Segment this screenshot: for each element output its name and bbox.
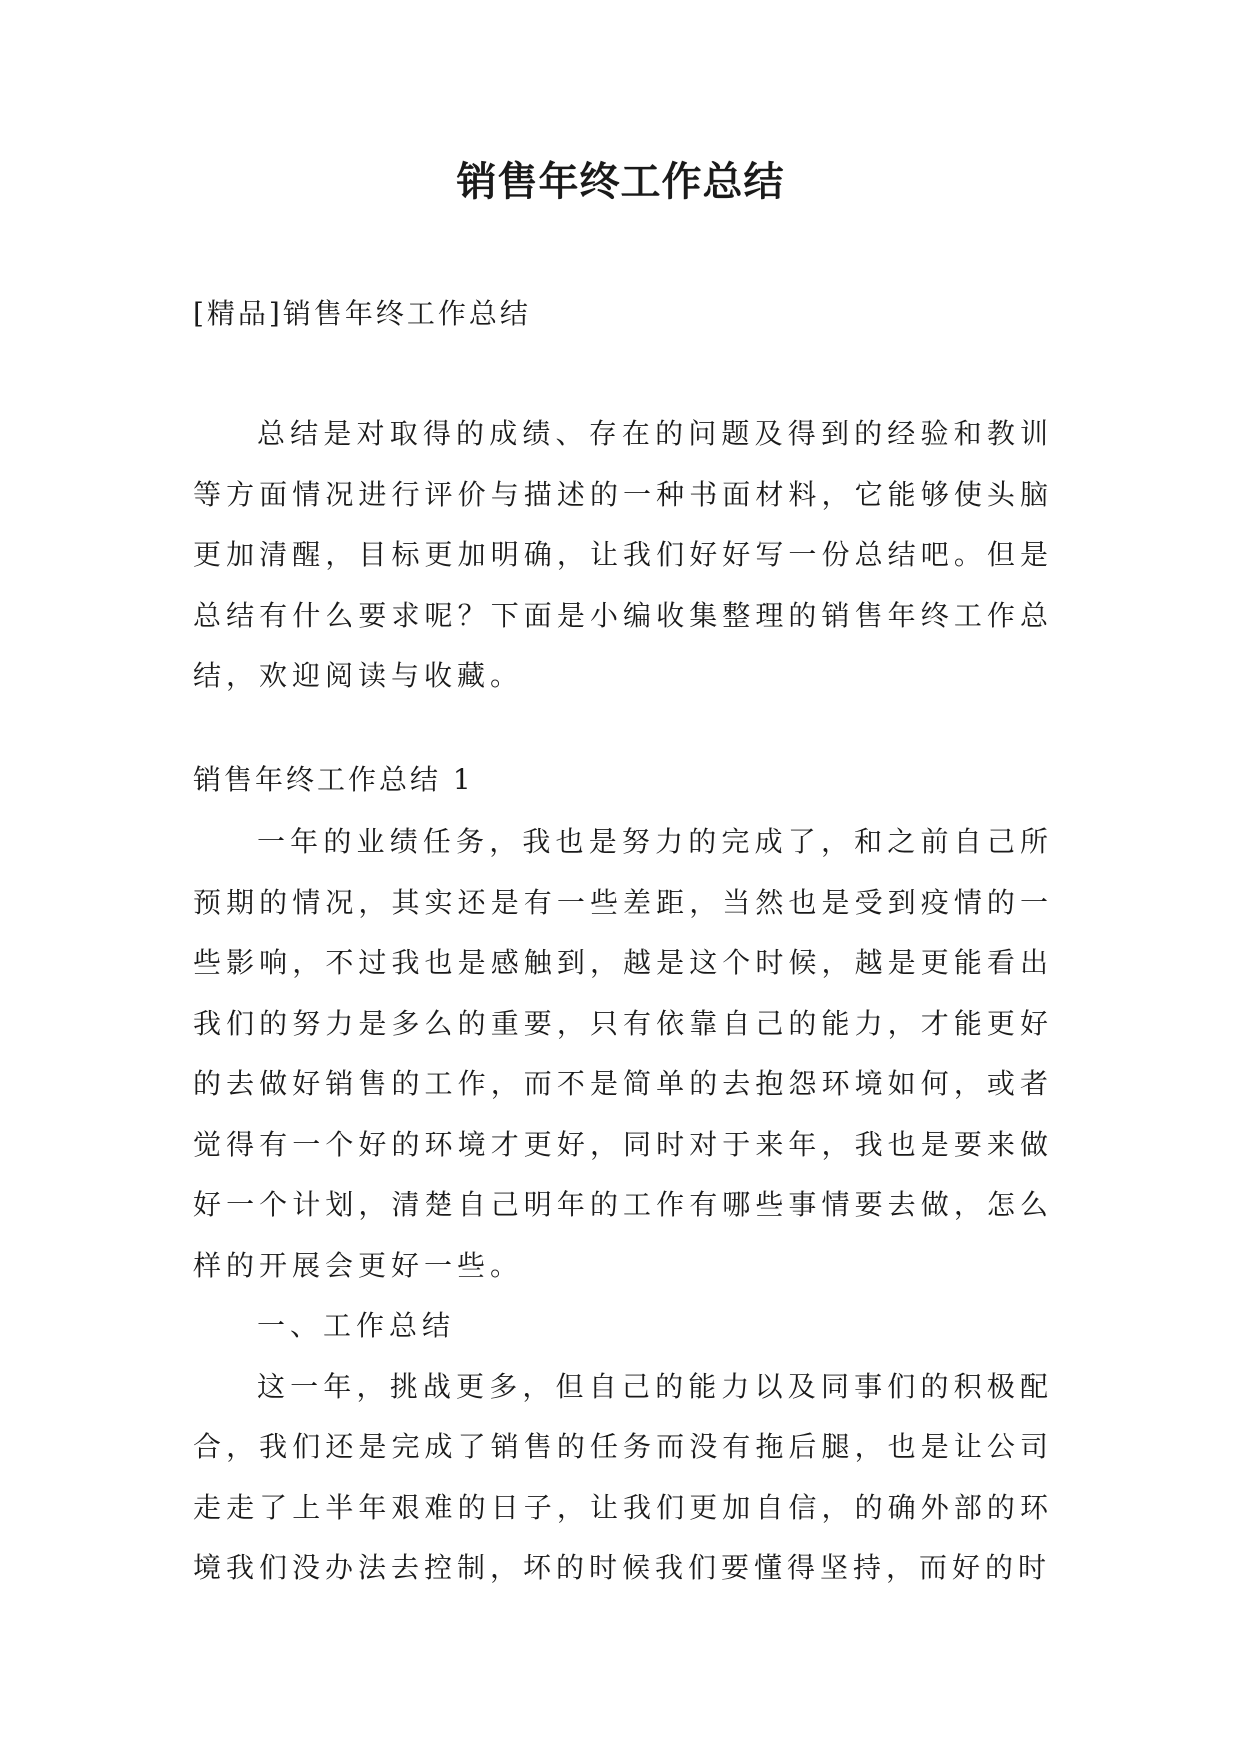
document-title: 销售年终工作总结 bbox=[456, 158, 785, 205]
section-body bbox=[193, 812, 1053, 1599]
intro-paragraph: 总结是对取得的成绩、存在的问题及得到的经验和教训等方面情况进行评价与描述的一种书面材料，它能够使头脑更加清醒，目标更加明确，让我们好好写一份总结吧。但是总结有什么要求呢？下面是小编收集整理的销售年终工作总结，欢迎阅读与收藏。 bbox=[193, 417, 1053, 692]
document-subtitle: [精品]销售年终工作总结 bbox=[193, 297, 531, 330]
subsection-heading: 一、工作总结 bbox=[257, 1309, 456, 1342]
body-paragraph: 一年的业绩任务，我也是努力的完成了，和之前自己所预期的情况，其实还是有一些差距，当然也是受到疫情的一些影响，不过我也是感触到，越是这个时候，越是更能看出我们的努力是多么的重要，只有依靠自己的能力，才能更好的去做好销售的工作，而不是简单的去抱怨环境如何，或者觉得有一个好的环境才更好，同时对于来年，我也是要来做好一个计划，清楚自己明年的工作有哪些事情要去做，怎么样的开展会更好一些。 bbox=[193, 825, 1053, 1282]
body-paragraph: 这一年，挑战更多，但自己的能力以及同事们的积极配合，我们还是完成了销售的任务而没有拖后腿，也是让公司走走了上半年艰难的日子，让我们更加自信，的确外部的环境我们没办法去控制，坏的时候我们要懂得坚持，而好的时 bbox=[193, 1369, 1053, 1584]
section-heading: 销售年终工作总结 1 bbox=[193, 763, 474, 796]
